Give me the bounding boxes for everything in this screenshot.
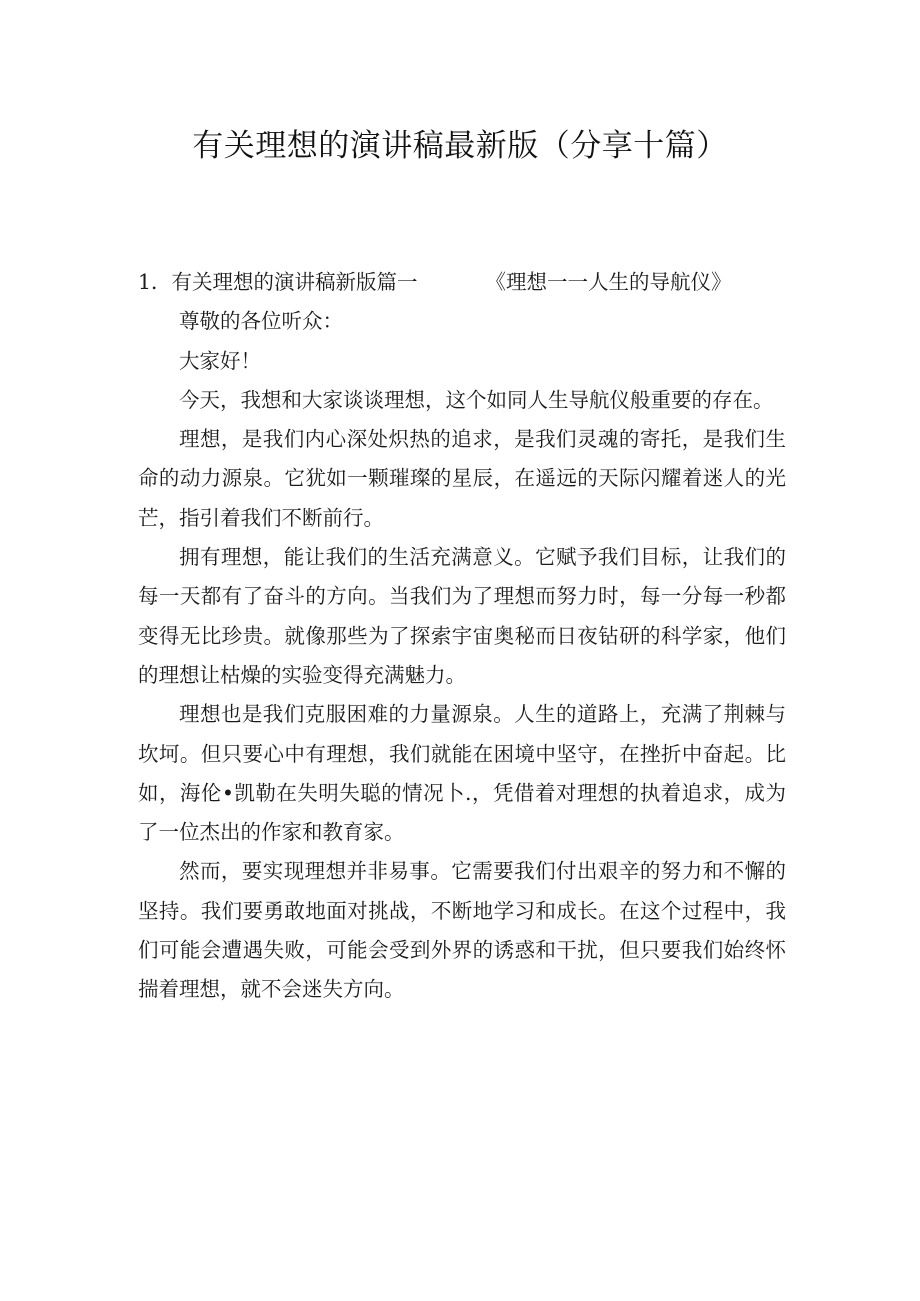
paragraph-salutation: 尊敬的各位听众： xyxy=(179,309,343,334)
paragraph-effort: 然而，要实现理想并非易事。它需要我们付出艰辛的努力和不懈的坚持。我们要勇敢地面对挑战，不断地学习和成长。在这个过程中，我们可能会遭遇失败，可能会受到外界的诱惑和干扰，但只要我们始终怀揣着理想，就不会迷失方向。 xyxy=(138,859,786,1002)
section-heading xyxy=(138,263,786,302)
section-heading-left: 有关理想的演讲稿新版篇一 xyxy=(171,270,418,294)
paragraph-greeting: 大家好！ xyxy=(179,348,261,373)
paragraph-definition: 理想，是我们内心深处炽热的追求，是我们灵魂的寄托，是我们生命的动力源泉。它犹如一颗璀璨的星辰，在遥远的天际闪耀着迷人的光芒，指引着我们不断前行。 xyxy=(138,427,786,530)
paragraph-meaning: 拥有理想，能让我们的生活充满意义。它赋予我们目标，让我们的每一天都有了奋斗的方向。当我们为了理想而努力时，每一分每一秒都变得无比珍贵。就像那些为了探索宇宙奥秘而日夜钻研的科学家，他们的理想让枯燥的实验变得充满魅力。 xyxy=(138,545,786,687)
paragraph-intro: 今天，我想和大家谈谈理想，这个如同人生导航仪般重要的存在。 xyxy=(179,387,774,412)
document-body xyxy=(138,263,786,1010)
section-heading-right: 《理想一一人生的导航仪》 xyxy=(485,270,732,294)
section-number: 1． xyxy=(138,270,172,294)
document-title: 有关理想的演讲稿最新版（分享十篇） xyxy=(192,128,728,164)
paragraph-strength: 理想也是我们克服困难的力量源泉。人生的道路上，充满了荆棘与坎坷。但只要心中有理想，我们就能在困境中坚守，在挫折中奋起。比如，海伦•凯勒在失明失聪的情况卜.，凭借着对理想的执着追求，成为了一位杰出的作家和教育家。 xyxy=(138,702,786,845)
